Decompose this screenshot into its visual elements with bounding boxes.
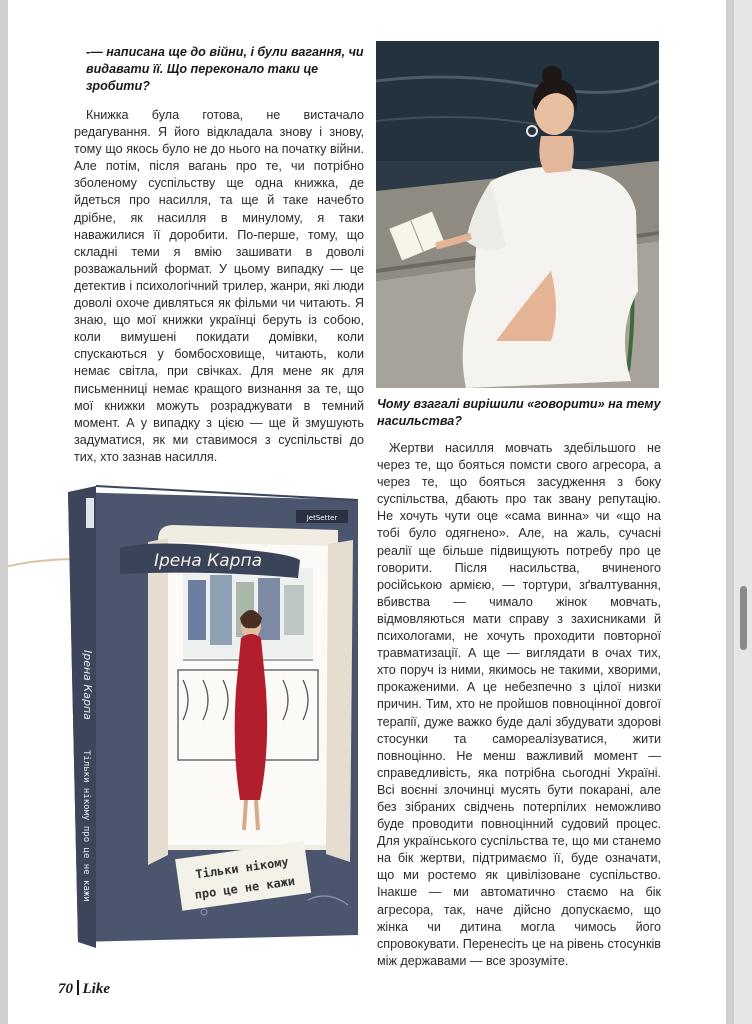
book-cover-illustration	[8, 470, 378, 950]
spine-title: Тільки нікому про це не кажи	[81, 750, 91, 902]
author-photo	[376, 41, 659, 388]
magazine-page	[8, 0, 726, 1024]
footer-divider	[77, 980, 79, 995]
answer-paragraph-2: Жертви насилля мовчать здебільшого не через те, що бояться помсти свого агресора, а через те, що бояться засудження з боку суспільства, дбають про так звану репутацію. Не хочуть чути оце «сама винна» чи «що на тобі було одягнено». Але, на жаль, сучасні реалії ще більше підвищують потребу про це говорити. Після насильства, вчиненого російською армією, — тортури, зґвалтування, вбивства — чимало жінок мовчать, відмовляються мати справу з захисниками й психологами, не хочуть проходити повторної травматизації. А ще — виглядати в очах тих, хто поруч із ними, якимось не такими, хворими, прокаженими. А це небезпечно з цілої низки причин. Тим, хто не пройшов повноцінної довгої терапії, дуже важко буде далі збудувати здорові стосунки та самореалізуватися, жити повноцінно. Не менш важливий момент — справедливість, яка потрібна сьогодні Україні. Всі воєнні злочинці мусять бути покарані, але без зібраних свідчень потерпілих неможливо буде проводити повноцінний судовий процес. Для українського суспільства те, що ми станемо на бік жертви, підтримаємо її, буде означати, що ми ростемо як цивілізоване суспільство. Інакше — ми автоматично стаємо на бік агресора, так, наче дійсно допускаємо, що жінка чи дитина могла чимось його спровокувати. Перенесіть це на рівень стосунків між державами — все зрозуміте.	[377, 441, 661, 968]
scrollbar-thumb[interactable]	[740, 586, 747, 650]
author-photo-illustration	[376, 41, 659, 388]
publisher-logo: JetSetter	[306, 514, 338, 522]
book-title-line2: про це не кажи	[193, 873, 296, 902]
right-column	[377, 396, 661, 970]
left-column	[74, 44, 364, 466]
book-cover	[8, 470, 378, 950]
page-footer	[58, 980, 110, 998]
magazine-name: Like	[82, 981, 110, 997]
scrollbar-track[interactable]	[734, 0, 752, 1024]
interview-question-2: Чому взагалі вирішили «говорити» на тему насильства?	[377, 397, 661, 428]
answer-paragraph-1: Книжка була готова, не вистачало редагування. Я його відкладала знову і знову, тому що якось було не до нього на початку війни. Але потім, після вагань про те, чи потрібно зболеному суспільству ще одна книжка, де йдеться про насилля, та ще й таке начебто дрібне, як насилля в минулому, я таки наважилися її доробити. По-перше, тому, що складні теми я вмію зашивати в доволі розважальний формат. У цьому випадку — це детектив і психологічний трилер, жанри, які люди доволі охоче дивляться як фільми чи читають. Я знаю, що мої книжки українці беруть із собою, коли вимушені покидати домівки, коли спускаються у бомбосховище, читають, коли немає світла, при свічках. Для мене як для письменниці немає кращого визнання за те, що мої книжки можуть розраджувати в темний момент. А у випадку з цією — ще й змушують задуматися, як ми ставимося з суспільстві до тих, хто зазнав насилля.	[74, 108, 364, 464]
spine-author: Ірена Карпа	[81, 650, 94, 720]
book-title-line1: Тільки нікому	[194, 854, 290, 882]
page-number: 70	[58, 981, 73, 997]
book-author: Ірена Карпа	[153, 551, 263, 571]
interview-question-1: -— написана ще до війни, і були вагання, чи видавати її. Що переконало таки це зробити?	[86, 45, 364, 93]
